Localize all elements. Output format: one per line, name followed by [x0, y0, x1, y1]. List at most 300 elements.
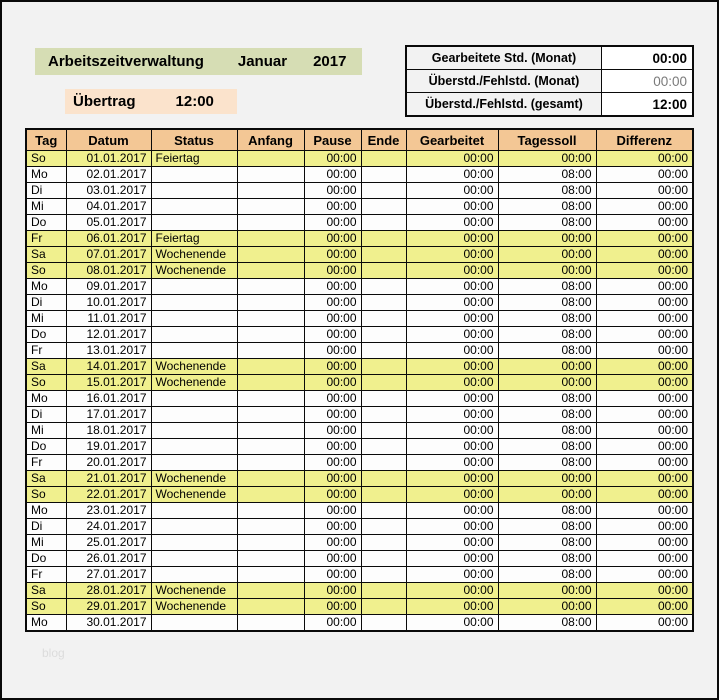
- cell-differenz[interactable]: 00:00: [596, 503, 693, 519]
- cell-pause[interactable]: 00:00: [304, 551, 361, 567]
- cell-ende[interactable]: [361, 455, 406, 471]
- cell-ende[interactable]: [361, 487, 406, 503]
- column-header-gearbeitet[interactable]: Gearbeitet: [406, 129, 498, 151]
- cell-status[interactable]: [151, 567, 237, 583]
- cell-anfang[interactable]: [237, 423, 304, 439]
- cell-pause[interactable]: 00:00: [304, 263, 361, 279]
- cell-status[interactable]: [151, 215, 237, 231]
- cell-gearbeitet[interactable]: 00:00: [406, 375, 498, 391]
- table-row: [26, 599, 693, 615]
- cell-datum[interactable]: 29.01.2017: [66, 599, 151, 615]
- cell-tagessoll[interactable]: 08:00: [498, 391, 596, 407]
- cell-ende[interactable]: [361, 551, 406, 567]
- cell-anfang[interactable]: [237, 487, 304, 503]
- cell-datum[interactable]: 17.01.2017: [66, 407, 151, 423]
- column-header-pause[interactable]: Pause: [304, 129, 361, 151]
- cell-tagessoll[interactable]: 08:00: [498, 167, 596, 183]
- cell-datum[interactable]: 24.01.2017: [66, 519, 151, 535]
- cell-pause[interactable]: 00:00: [304, 567, 361, 583]
- cell-datum[interactable]: 25.01.2017: [66, 535, 151, 551]
- cell-tag[interactable]: Mi: [26, 535, 66, 551]
- table-row: [26, 167, 693, 183]
- cell-datum[interactable]: 28.01.2017: [66, 583, 151, 599]
- cell-tag[interactable]: Mi: [26, 311, 66, 327]
- cell-differenz[interactable]: 00:00: [596, 583, 693, 599]
- column-header-anfang[interactable]: Anfang: [237, 129, 304, 151]
- cell-datum[interactable]: 23.01.2017: [66, 503, 151, 519]
- cell-gearbeitet[interactable]: 00:00: [406, 247, 498, 263]
- cell-pause[interactable]: 00:00: [304, 215, 361, 231]
- cell-tagessoll[interactable]: 00:00: [498, 375, 596, 391]
- cell-ende[interactable]: [361, 439, 406, 455]
- cell-tagessoll[interactable]: 08:00: [498, 215, 596, 231]
- column-header-tag[interactable]: Tag: [26, 129, 66, 151]
- cell-tagessoll[interactable]: 08:00: [498, 343, 596, 359]
- cell-datum[interactable]: 09.01.2017: [66, 279, 151, 295]
- cell-anfang[interactable]: [237, 151, 304, 167]
- cell-anfang[interactable]: [237, 247, 304, 263]
- table-header-row: [26, 129, 693, 151]
- cell-anfang[interactable]: [237, 327, 304, 343]
- cell-tagessoll[interactable]: 08:00: [498, 279, 596, 295]
- cell-tagessoll[interactable]: 08:00: [498, 615, 596, 632]
- cell-gearbeitet[interactable]: 00:00: [406, 215, 498, 231]
- cell-pause[interactable]: 00:00: [304, 151, 361, 167]
- cell-datum[interactable]: 18.01.2017: [66, 423, 151, 439]
- cell-gearbeitet[interactable]: 00:00: [406, 263, 498, 279]
- cell-pause[interactable]: 00:00: [304, 375, 361, 391]
- cell-differenz[interactable]: 00:00: [596, 343, 693, 359]
- cell-anfang[interactable]: [237, 263, 304, 279]
- cell-ende[interactable]: [361, 391, 406, 407]
- cell-gearbeitet[interactable]: 00:00: [406, 231, 498, 247]
- table-row: [26, 551, 693, 567]
- cell-pause[interactable]: 00:00: [304, 247, 361, 263]
- table-row: [26, 503, 693, 519]
- cell-anfang[interactable]: [237, 583, 304, 599]
- cell-anfang[interactable]: [237, 183, 304, 199]
- cell-status[interactable]: [151, 455, 237, 471]
- cell-ende[interactable]: [361, 199, 406, 215]
- carryover-value[interactable]: 12:00: [175, 93, 214, 110]
- cell-tag[interactable]: So: [26, 375, 66, 391]
- cell-tagessoll[interactable]: 08:00: [498, 311, 596, 327]
- cell-pause[interactable]: 00:00: [304, 279, 361, 295]
- cell-ende[interactable]: [361, 471, 406, 487]
- table-row: [26, 423, 693, 439]
- cell-datum[interactable]: 07.01.2017: [66, 247, 151, 263]
- cell-pause[interactable]: 00:00: [304, 423, 361, 439]
- cell-gearbeitet[interactable]: 00:00: [406, 455, 498, 471]
- cell-anfang[interactable]: [237, 599, 304, 615]
- cell-differenz[interactable]: 00:00: [596, 391, 693, 407]
- cell-pause[interactable]: 00:00: [304, 471, 361, 487]
- cell-anfang[interactable]: [237, 311, 304, 327]
- cell-anfang[interactable]: [237, 167, 304, 183]
- cell-tag[interactable]: So: [26, 487, 66, 503]
- cell-differenz[interactable]: 00:00: [596, 231, 693, 247]
- cell-tagessoll[interactable]: 00:00: [498, 471, 596, 487]
- cell-status[interactable]: [151, 199, 237, 215]
- cell-anfang[interactable]: [237, 279, 304, 295]
- cell-status[interactable]: Wochenende: [151, 599, 237, 615]
- cell-tagessoll[interactable]: 00:00: [498, 487, 596, 503]
- cell-pause[interactable]: 00:00: [304, 199, 361, 215]
- cell-datum[interactable]: 05.01.2017: [66, 215, 151, 231]
- cell-anfang[interactable]: [237, 359, 304, 375]
- cell-differenz[interactable]: 00:00: [596, 279, 693, 295]
- cell-datum[interactable]: 12.01.2017: [66, 327, 151, 343]
- cell-tag[interactable]: Sa: [26, 471, 66, 487]
- cell-datum[interactable]: 02.01.2017: [66, 167, 151, 183]
- column-header-differenz[interactable]: Differenz: [596, 129, 693, 151]
- cell-ende[interactable]: [361, 295, 406, 311]
- cell-status[interactable]: Feiertag: [151, 231, 237, 247]
- cell-anfang[interactable]: [237, 231, 304, 247]
- cell-gearbeitet[interactable]: 00:00: [406, 583, 498, 599]
- cell-tag[interactable]: Fr: [26, 455, 66, 471]
- cell-ende[interactable]: [361, 375, 406, 391]
- cell-ende[interactable]: [361, 599, 406, 615]
- cell-gearbeitet[interactable]: 00:00: [406, 199, 498, 215]
- cell-tagessoll[interactable]: 00:00: [498, 599, 596, 615]
- cell-status[interactable]: Feiertag: [151, 151, 237, 167]
- cell-tagessoll[interactable]: 08:00: [498, 439, 596, 455]
- cell-datum[interactable]: 21.01.2017: [66, 471, 151, 487]
- cell-status[interactable]: [151, 311, 237, 327]
- cell-anfang[interactable]: [237, 295, 304, 311]
- cell-gearbeitet[interactable]: 00:00: [406, 391, 498, 407]
- cell-anfang[interactable]: [237, 615, 304, 632]
- cell-gearbeitet[interactable]: 00:00: [406, 407, 498, 423]
- cell-datum[interactable]: 20.01.2017: [66, 455, 151, 471]
- cell-tag[interactable]: Fr: [26, 343, 66, 359]
- cell-differenz[interactable]: 00:00: [596, 535, 693, 551]
- cell-gearbeitet[interactable]: 00:00: [406, 151, 498, 167]
- cell-pause[interactable]: 00:00: [304, 295, 361, 311]
- cell-gearbeitet[interactable]: 00:00: [406, 551, 498, 567]
- column-header-datum[interactable]: Datum: [66, 129, 151, 151]
- carryover-label: Übertrag: [73, 93, 136, 110]
- cell-datum[interactable]: 30.01.2017: [66, 615, 151, 632]
- cell-ende[interactable]: [361, 407, 406, 423]
- cell-differenz[interactable]: 00:00: [596, 167, 693, 183]
- cell-status[interactable]: Wochenende: [151, 263, 237, 279]
- cell-differenz[interactable]: 00:00: [596, 423, 693, 439]
- cell-differenz[interactable]: 00:00: [596, 551, 693, 567]
- cell-differenz[interactable]: 00:00: [596, 199, 693, 215]
- cell-gearbeitet[interactable]: 00:00: [406, 503, 498, 519]
- cell-differenz[interactable]: 00:00: [596, 359, 693, 375]
- cell-status[interactable]: Wochenende: [151, 247, 237, 263]
- summary-row-overtime-month: [406, 70, 693, 93]
- cell-tag[interactable]: Do: [26, 327, 66, 343]
- table-row: [26, 567, 693, 583]
- cell-ende[interactable]: [361, 279, 406, 295]
- cell-datum[interactable]: 26.01.2017: [66, 551, 151, 567]
- cell-tagessoll[interactable]: 08:00: [498, 455, 596, 471]
- cell-tagessoll[interactable]: 00:00: [498, 247, 596, 263]
- cell-pause[interactable]: 00:00: [304, 455, 361, 471]
- cell-tag[interactable]: Mo: [26, 279, 66, 295]
- cell-differenz[interactable]: 00:00: [596, 407, 693, 423]
- cell-tagessoll[interactable]: 00:00: [498, 151, 596, 167]
- cell-differenz[interactable]: 00:00: [596, 471, 693, 487]
- cell-gearbeitet[interactable]: 00:00: [406, 279, 498, 295]
- cell-ende[interactable]: [361, 583, 406, 599]
- cell-ende[interactable]: [361, 183, 406, 199]
- table-row: [26, 583, 693, 599]
- cell-datum[interactable]: 04.01.2017: [66, 199, 151, 215]
- cell-tag[interactable]: Di: [26, 407, 66, 423]
- cell-anfang[interactable]: [237, 455, 304, 471]
- cell-ende[interactable]: [361, 423, 406, 439]
- cell-tagessoll[interactable]: 08:00: [498, 423, 596, 439]
- cell-differenz[interactable]: 00:00: [596, 215, 693, 231]
- month-label[interactable]: Januar: [237, 53, 288, 70]
- cell-differenz[interactable]: 00:00: [596, 487, 693, 503]
- cell-differenz[interactable]: 00:00: [596, 151, 693, 167]
- cell-tagessoll[interactable]: 00:00: [498, 231, 596, 247]
- cell-status[interactable]: Wochenende: [151, 487, 237, 503]
- cell-tag[interactable]: Fr: [26, 231, 66, 247]
- cell-pause[interactable]: 00:00: [304, 359, 361, 375]
- cell-pause[interactable]: 00:00: [304, 487, 361, 503]
- cell-pause[interactable]: 00:00: [304, 343, 361, 359]
- summary-table: [405, 45, 694, 117]
- cell-status[interactable]: [151, 503, 237, 519]
- cell-tagessoll[interactable]: 08:00: [498, 199, 596, 215]
- cell-ende[interactable]: [361, 247, 406, 263]
- cell-tagessoll[interactable]: 08:00: [498, 551, 596, 567]
- cell-datum[interactable]: 10.01.2017: [66, 295, 151, 311]
- cell-anfang[interactable]: [237, 439, 304, 455]
- cell-tag[interactable]: Di: [26, 295, 66, 311]
- cell-differenz[interactable]: 00:00: [596, 183, 693, 199]
- cell-ende[interactable]: [361, 535, 406, 551]
- cell-tag[interactable]: Mi: [26, 199, 66, 215]
- cell-ende[interactable]: [361, 343, 406, 359]
- cell-pause[interactable]: 00:00: [304, 535, 361, 551]
- column-header-ende[interactable]: Ende: [361, 129, 406, 151]
- cell-tagessoll[interactable]: 08:00: [498, 295, 596, 311]
- cell-pause[interactable]: 00:00: [304, 519, 361, 535]
- table-row: [26, 391, 693, 407]
- cell-gearbeitet[interactable]: 00:00: [406, 183, 498, 199]
- cell-ende[interactable]: [361, 359, 406, 375]
- cell-gearbeitet[interactable]: 00:00: [406, 487, 498, 503]
- cell-pause[interactable]: 00:00: [304, 599, 361, 615]
- cell-tag[interactable]: Do: [26, 215, 66, 231]
- cell-anfang[interactable]: [237, 471, 304, 487]
- cell-tagessoll[interactable]: 08:00: [498, 535, 596, 551]
- cell-pause[interactable]: 00:00: [304, 327, 361, 343]
- cell-ende[interactable]: [361, 263, 406, 279]
- cell-ende[interactable]: [361, 231, 406, 247]
- cell-status[interactable]: [151, 615, 237, 632]
- cell-gearbeitet[interactable]: 00:00: [406, 439, 498, 455]
- cell-ende[interactable]: [361, 567, 406, 583]
- cell-anfang[interactable]: [237, 519, 304, 535]
- cell-ende[interactable]: [361, 327, 406, 343]
- cell-datum[interactable]: 06.01.2017: [66, 231, 151, 247]
- cell-status[interactable]: [151, 295, 237, 311]
- cell-status[interactable]: Wochenende: [151, 359, 237, 375]
- cell-tag[interactable]: Sa: [26, 359, 66, 375]
- cell-gearbeitet[interactable]: 00:00: [406, 599, 498, 615]
- cell-tagessoll[interactable]: 00:00: [498, 583, 596, 599]
- cell-tag[interactable]: Do: [26, 439, 66, 455]
- column-header-tagessoll[interactable]: Tagessoll: [498, 129, 596, 151]
- cell-tagessoll[interactable]: 08:00: [498, 183, 596, 199]
- cell-tag[interactable]: So: [26, 263, 66, 279]
- cell-tag[interactable]: Fr: [26, 567, 66, 583]
- cell-pause[interactable]: 00:00: [304, 503, 361, 519]
- cell-differenz[interactable]: 00:00: [596, 295, 693, 311]
- year-label[interactable]: 2017: [313, 53, 347, 70]
- cell-tag[interactable]: So: [26, 599, 66, 615]
- cell-tagessoll[interactable]: 08:00: [498, 327, 596, 343]
- cell-anfang[interactable]: [237, 407, 304, 423]
- cell-ende[interactable]: [361, 311, 406, 327]
- cell-ende[interactable]: [361, 167, 406, 183]
- cell-pause[interactable]: 00:00: [304, 231, 361, 247]
- cell-pause[interactable]: 00:00: [304, 407, 361, 423]
- cell-differenz[interactable]: 00:00: [596, 567, 693, 583]
- cell-status[interactable]: [151, 183, 237, 199]
- cell-anfang[interactable]: [237, 503, 304, 519]
- cell-status[interactable]: [151, 343, 237, 359]
- cell-status[interactable]: [151, 519, 237, 535]
- cell-differenz[interactable]: 00:00: [596, 263, 693, 279]
- cell-status[interactable]: [151, 423, 237, 439]
- cell-gearbeitet[interactable]: 00:00: [406, 359, 498, 375]
- cell-ende[interactable]: [361, 503, 406, 519]
- cell-tag[interactable]: So: [26, 151, 66, 167]
- cell-gearbeitet[interactable]: 00:00: [406, 343, 498, 359]
- cell-gearbeitet[interactable]: 00:00: [406, 567, 498, 583]
- cell-tag[interactable]: Sa: [26, 247, 66, 263]
- cell-status[interactable]: Wochenende: [151, 375, 237, 391]
- cell-differenz[interactable]: 00:00: [596, 375, 693, 391]
- table-row: [26, 615, 693, 632]
- cell-ende[interactable]: [361, 519, 406, 535]
- cell-anfang[interactable]: [237, 551, 304, 567]
- cell-differenz[interactable]: 00:00: [596, 519, 693, 535]
- cell-gearbeitet[interactable]: 00:00: [406, 295, 498, 311]
- cell-gearbeitet[interactable]: 00:00: [406, 327, 498, 343]
- cell-differenz[interactable]: 00:00: [596, 439, 693, 455]
- cell-datum[interactable]: 13.01.2017: [66, 343, 151, 359]
- cell-differenz[interactable]: 00:00: [596, 247, 693, 263]
- cell-tagessoll[interactable]: 08:00: [498, 567, 596, 583]
- cell-pause[interactable]: 00:00: [304, 615, 361, 632]
- cell-pause[interactable]: 00:00: [304, 167, 361, 183]
- cell-status[interactable]: [151, 407, 237, 423]
- cell-differenz[interactable]: 00:00: [596, 455, 693, 471]
- cell-gearbeitet[interactable]: 00:00: [406, 471, 498, 487]
- cell-anfang[interactable]: [237, 343, 304, 359]
- cell-pause[interactable]: 00:00: [304, 183, 361, 199]
- cell-datum[interactable]: 15.01.2017: [66, 375, 151, 391]
- cell-tag[interactable]: Mo: [26, 503, 66, 519]
- cell-tag[interactable]: Mi: [26, 423, 66, 439]
- cell-status[interactable]: Wochenende: [151, 583, 237, 599]
- cell-ende[interactable]: [361, 215, 406, 231]
- cell-tagessoll[interactable]: 08:00: [498, 519, 596, 535]
- cell-gearbeitet[interactable]: 00:00: [406, 423, 498, 439]
- cell-anfang[interactable]: [237, 199, 304, 215]
- cell-differenz[interactable]: 00:00: [596, 599, 693, 615]
- cell-status[interactable]: [151, 439, 237, 455]
- cell-tag[interactable]: Di: [26, 183, 66, 199]
- cell-differenz[interactable]: 00:00: [596, 311, 693, 327]
- cell-tag[interactable]: Mo: [26, 167, 66, 183]
- table-row: [26, 263, 693, 279]
- cell-pause[interactable]: 00:00: [304, 583, 361, 599]
- cell-tagessoll[interactable]: 00:00: [498, 359, 596, 375]
- cell-datum[interactable]: 01.01.2017: [66, 151, 151, 167]
- cell-pause[interactable]: 00:00: [304, 311, 361, 327]
- cell-datum[interactable]: 03.01.2017: [66, 183, 151, 199]
- cell-gearbeitet[interactable]: 00:00: [406, 311, 498, 327]
- cell-datum[interactable]: 14.01.2017: [66, 359, 151, 375]
- cell-anfang[interactable]: [237, 391, 304, 407]
- cell-datum[interactable]: 22.01.2017: [66, 487, 151, 503]
- cell-differenz[interactable]: 00:00: [596, 327, 693, 343]
- cell-gearbeitet[interactable]: 00:00: [406, 535, 498, 551]
- cell-tag[interactable]: Mo: [26, 391, 66, 407]
- cell-tagessoll[interactable]: 08:00: [498, 503, 596, 519]
- cell-anfang[interactable]: [237, 375, 304, 391]
- cell-datum[interactable]: 16.01.2017: [66, 391, 151, 407]
- cell-ende[interactable]: [361, 151, 406, 167]
- cell-anfang[interactable]: [237, 215, 304, 231]
- cell-gearbeitet[interactable]: 00:00: [406, 615, 498, 632]
- title-bar: [35, 48, 362, 75]
- cell-status[interactable]: [151, 535, 237, 551]
- cell-status[interactable]: [151, 279, 237, 295]
- cell-status[interactable]: [151, 391, 237, 407]
- cell-ende[interactable]: [361, 615, 406, 632]
- cell-tagessoll[interactable]: 00:00: [498, 263, 596, 279]
- cell-datum[interactable]: 11.01.2017: [66, 311, 151, 327]
- cell-tagessoll[interactable]: 08:00: [498, 407, 596, 423]
- cell-status[interactable]: [151, 167, 237, 183]
- table-row: [26, 487, 693, 503]
- cell-anfang[interactable]: [237, 567, 304, 583]
- cell-datum[interactable]: 27.01.2017: [66, 567, 151, 583]
- cell-datum[interactable]: 19.01.2017: [66, 439, 151, 455]
- column-header-status[interactable]: Status: [151, 129, 237, 151]
- cell-status[interactable]: Wochenende: [151, 471, 237, 487]
- cell-anfang[interactable]: [237, 535, 304, 551]
- cell-status[interactable]: [151, 551, 237, 567]
- cell-status[interactable]: [151, 327, 237, 343]
- carryover-box: [65, 89, 237, 114]
- cell-tag[interactable]: Mo: [26, 615, 66, 632]
- cell-gearbeitet[interactable]: 00:00: [406, 167, 498, 183]
- cell-tag[interactable]: Sa: [26, 583, 66, 599]
- cell-pause[interactable]: 00:00: [304, 391, 361, 407]
- cell-differenz[interactable]: 00:00: [596, 615, 693, 632]
- cell-gearbeitet[interactable]: 00:00: [406, 519, 498, 535]
- cell-tag[interactable]: Do: [26, 551, 66, 567]
- cell-datum[interactable]: 08.01.2017: [66, 263, 151, 279]
- cell-pause[interactable]: 00:00: [304, 439, 361, 455]
- cell-tag[interactable]: Di: [26, 519, 66, 535]
- table-row: [26, 343, 693, 359]
